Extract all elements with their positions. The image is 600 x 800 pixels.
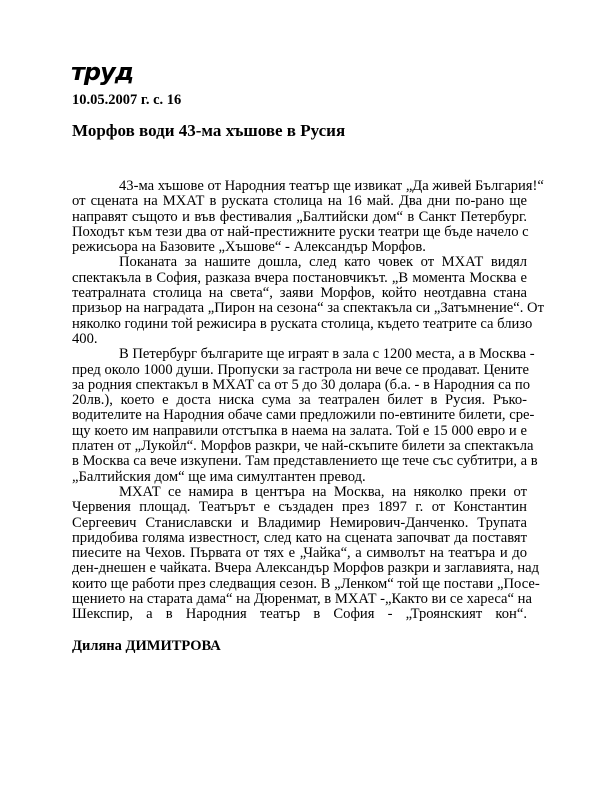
article-body (72, 178, 544, 623)
text-line: от сцената на МХАТ в руската столица на 16 май. Два дни по-рано ще (72, 193, 527, 210)
text-line: няколко години той режисира в руската столица, където театрите са близо (72, 315, 533, 332)
text-line: Походът към тези два от най-престижните руски театри ще бъде начело с (72, 223, 529, 240)
article-author: Диляна ДИМИТРОВА (72, 638, 221, 654)
text-line: водителите на Народния обаче сами предложили по-евтините билети, сре- (72, 407, 535, 424)
text-line: театралната столица на света“, заяви Морфов, който неотдавна стана (72, 285, 527, 302)
text-line: „Балтийския дом“ ще има симултантен превод. (72, 468, 366, 485)
text-line: Сергеевич Станиславски и Владимир Немирович-Данченко. Трупата (72, 514, 527, 531)
text-line: 43-ма хъшове от Народния театър ще извикат „Да живей България!“ (119, 178, 544, 194)
text-line: 20лв.), което е доста ниска сума за театрален билет в Русия. Ръко- (72, 392, 527, 409)
text-line: щението на старата дама“ на Дюренмат, в МХАТ -„Както ви се хареса“ на (72, 591, 532, 608)
text-line: пред около 1000 души. Пропуски за гастрола ни вече се продават. Цените (72, 361, 529, 378)
text-line: пиесите на Чехов. Първата от тях е „Чайка“, а символът на театъра и до (72, 545, 527, 562)
text-line: режисьора на Базовите „Хъшове“ - Александър Морфов. (72, 239, 426, 256)
text-line: призьор на наградата „Пирон на сезона“ за спектакъла си „Затъмнение“. От (72, 300, 544, 317)
text-line: Шекспир, а в Народния театър в София - „Троянският кон“. (72, 606, 527, 623)
paragraph (72, 346, 538, 485)
text-line: Червения площад. Театърът е създаден през 1897 г. от Константин (72, 499, 527, 516)
paragraph (72, 483, 540, 623)
text-line: придобива голяма известност, след като на сцената започват да поставят (72, 529, 527, 546)
text-line: МХАТ се намира в центъра на Москва, на няколко преки от (119, 483, 527, 500)
text-line: за родния спектакъл в МХАТ са от 5 до 30 долара (б.а. - в Народния са по (72, 376, 531, 393)
text-line: 400. (72, 330, 98, 347)
text-line: в Москва са вече изкупени. Там представлението ще тече със субтитри, а в (72, 453, 538, 470)
text-line: спектакъла в София, разказа вчера постановчикът. „В момента Москва е (72, 269, 527, 286)
article-title: Морфов води 43-ма хъшове в Русия (72, 121, 346, 140)
text-line: направят същото и във фестивалия „Балтийски дом“ в Санкт Петербург. (72, 208, 527, 225)
publication-date: 10.05.2007 г. с. 16 (72, 92, 182, 108)
text-line: щу което им направили отстъпка в наема на залата. Той е 15 000 евро и е (72, 422, 527, 439)
text-line: Поканата за нашите дошла, след като човек от МХАТ видял (119, 254, 527, 271)
text-line: В Петербург българите ще играят в зала с 1200 места, а в Москва - (119, 346, 535, 363)
paragraph (72, 254, 544, 347)
newspaper-logo: труд (71, 58, 134, 86)
text-line: ден-днешен е чайката. Вчера Александър Морфов разкри и заглавията, над (72, 560, 540, 577)
paragraph (72, 178, 544, 256)
text-line: платен от „Лукойл“. Морфов разкри, че най-скъпите билети за спектакъла (72, 438, 534, 455)
text-line: които ще работи през следващия сезон. В „Ленком“ той ще постави „Посе- (72, 575, 540, 592)
